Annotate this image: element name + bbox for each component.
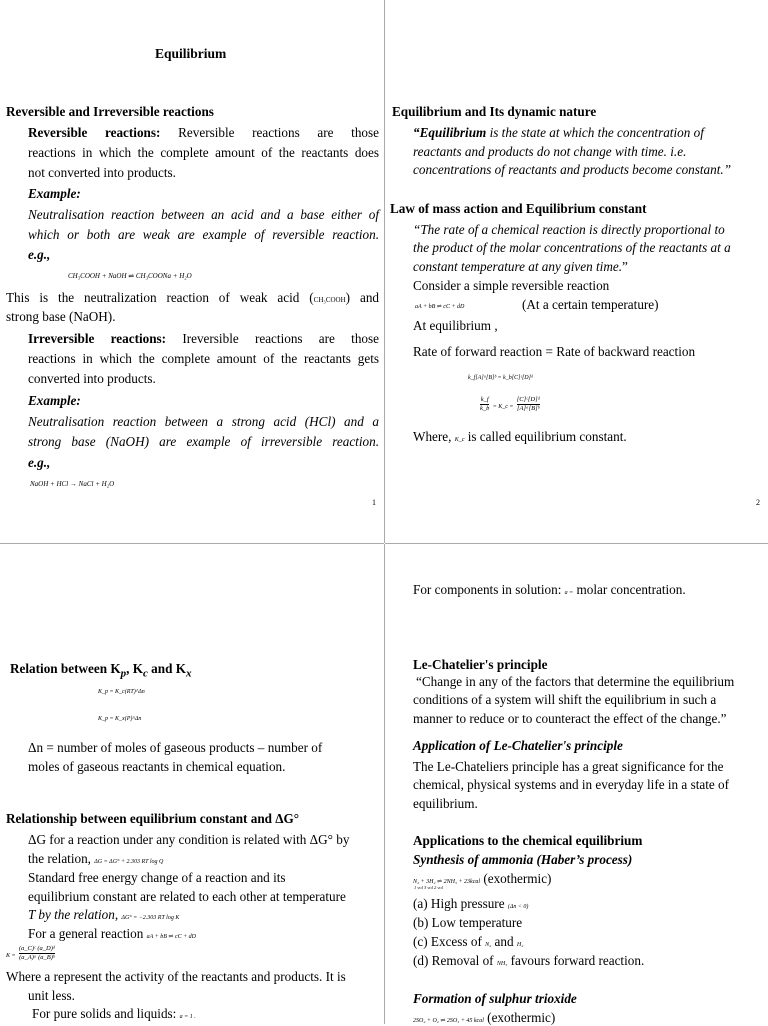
equilibrium-definition-line-2: reactants and products do not change with time. i.e.	[413, 144, 687, 159]
haber-volume-labels: 1 vol 3 vol 2 vol	[414, 885, 443, 890]
eg-label-1: e.g.,	[28, 247, 51, 262]
condition-d-removal-nh3: (d) Removal of NH₃ favours forward reaction.	[413, 953, 645, 968]
rate-constant-equation: k_f[A]ᵃ[B]ᵇ = k_b[C]ᶜ[D]ᵈ	[468, 375, 533, 381]
example-1-line-2: which or both are weak are example of reversible reaction.	[28, 227, 379, 242]
delta-g-text-line-1: ΔG for a reaction under any condition is related with ΔG° by	[28, 832, 350, 847]
section-heading-application: Application of Le-Chatelier's principle	[413, 738, 623, 753]
pure-solids-note: For pure solids and liquids: a = 1 .	[32, 1006, 196, 1021]
irreversible-definition-line-3: converted into products.	[28, 371, 156, 386]
example-label-2: Example:	[28, 393, 81, 408]
le-chatelier-quote-line-2: conditions of a system will shift the equilibrium in such a	[413, 692, 717, 707]
delta-g-text-line-5: T by the relation, ΔG° = −2.303 RT log K	[28, 907, 180, 922]
note-weak-acid-line-1: This is the neutralization reaction of weak acid (CH₃COOH) and	[6, 290, 380, 305]
example-label-1: Example:	[28, 186, 81, 201]
le-chatelier-quote-line-1: “Change in any of the factors that determine the equilibrium	[416, 674, 735, 689]
general-reaction-equation: aA + bB ⇌ cC + dD	[415, 304, 465, 310]
section-heading-le-chatelier: Le-Chatelier's principle	[413, 657, 548, 672]
so3-equation-line: 2SO₂ + O₂ ⇌ 2SO₃ + 45 kcal (exothermic)	[413, 1010, 556, 1025]
mass-action-law-line-3: constant temperature at any given time.”	[413, 259, 628, 274]
irreversible-definition-line-1: Irreversible reactions: Ireversible reactions are those	[28, 331, 379, 346]
application-text-line-3: equilibrium.	[413, 796, 478, 811]
page-divider-horizontal-right	[385, 543, 768, 544]
section-heading-sulphur-trioxide: Formation of sulphur trioxide	[413, 991, 577, 1006]
equation-kp-kc: K_p = K_c(RT)^Δn	[98, 689, 145, 695]
application-text-line-2: chemical, physical systems and in everyday life in a state of	[413, 777, 730, 792]
reversible-definition-line-2: reactions in which the complete amount of the reactants does	[28, 145, 379, 160]
haber-equation-line: N₂ + 3H₂ ⇌ 2NH₃ + 23kcal (exothermic)	[413, 871, 552, 886]
application-text-line-1: The Le-Chateliers principle has a great significance for the	[413, 759, 724, 774]
delta-n-definition-line-1: Δn = number of moles of gaseous products – number of	[28, 740, 323, 755]
delta-g-text-line-2: the relation, ΔG = ΔG° + 2.303 RT log Q	[28, 851, 164, 866]
equation-kp-kx: K_p = K_x(P)^Δn	[98, 716, 142, 722]
section-heading-dynamic-nature: Equilibrium and Its dynamic nature	[392, 104, 597, 119]
reversible-term: Reversible reactions:	[28, 125, 161, 140]
equilibrium-term: “Equilibrium	[413, 125, 487, 140]
le-chatelier-quote-line-3: manner to reduce or to counteract the effect of the change.”	[413, 711, 727, 726]
example-1-line-1: Neutralisation reaction between an acid and a base either of	[28, 207, 379, 222]
condition-c-excess-reactants: (c) Excess of N₂ and H₂	[413, 934, 524, 949]
equilibrium-constant-expression: $\frac{k\_f}{k\_b}$ = K_c = $\frac{\text{[C]ᶜ[D]ᵈ}}{\text{[A]ᵃ[B]ᵇ}}$	[480, 396, 540, 413]
consider-reaction-text: Consider a simple reversible reaction	[413, 278, 610, 293]
page-divider-vertical-bottom	[384, 544, 385, 1024]
section-heading-kp-kc-kx: Relation between $K_p$, $K_c$ and $K_x$	[10, 661, 192, 680]
note-weak-acid-line-2: strong base (NaOH).	[6, 309, 116, 324]
section-heading-haber-process: Synthesis of ammonia (Haber’s process)	[413, 852, 633, 867]
reversible-definition-line-1: Reversible reactions: Reversible reactions are those	[28, 125, 380, 140]
mass-action-law-line-1: “The rate of a chemical reaction is directly proportional to	[413, 222, 725, 237]
section-heading-delta-g: Relationship between equilibrium constant and ΔG°	[6, 811, 300, 826]
example-2-line-2: strong base (NaOH) are example of irreversible reaction.	[28, 434, 379, 449]
activity-expression: K = $\frac{\text{(a\_C)ᶜ (a\_D)ᵈ}}{\text{(a\_A)ᵃ (a\_B)ᵇ}}$	[6, 945, 55, 962]
equation-delta-g-k: ΔG° = −2.303 RT log K	[121, 915, 180, 921]
equation-delta-g-q: ΔG = ΔG° + 2.303 RT log Q	[94, 859, 164, 865]
equilibrium-definition-line-1: “Equilibrium is the state at which the concentration of	[413, 125, 704, 140]
irreversible-definition-line-2: reactions in which the complete amount of the reactants gets	[28, 351, 379, 366]
page-title: Equilibrium	[155, 46, 227, 61]
haber-equation: N₂ + 3H₂ ⇌ 2NH₃ + 23kcal	[413, 879, 481, 885]
general-reaction-text: For a general reaction aA + bB ⇌ cC + dD	[28, 926, 196, 941]
so3-equation: 2SO₂ + O₂ ⇌ 2SO₃ + 45 kcal	[413, 1018, 484, 1024]
mass-action-law-line-2: the product of the molar concentrations of the reactants at a	[413, 240, 731, 255]
irreversible-term: Irreversible reactions:	[28, 331, 167, 346]
delta-g-text-line-3: Standard free energy change of a reaction and its	[28, 870, 286, 885]
example-2-line-1: Neutralisation reaction between a strong acid (HCl) and a	[28, 414, 379, 429]
eg-label-2: e.g.,	[28, 455, 51, 470]
delta-n-definition-line-2: moles of gaseous reactants in chemical equation.	[28, 759, 286, 774]
rate-equality-text: Rate of forward reaction = Rate of backward reaction	[413, 344, 696, 359]
page-number-2: 2	[756, 498, 760, 507]
page-divider-horizontal-left	[0, 543, 384, 544]
temperature-note: (At a certain temperature)	[522, 297, 659, 312]
condition-b-low-temperature: (b) Low temperature	[413, 915, 523, 930]
delta-g-text-line-4: equilibrium constant are related to each other at temperature	[28, 889, 346, 904]
activity-note-line-1: Where a represent the activity of the reactants and products. It is	[6, 969, 346, 984]
section-heading-reversible-irreversible: Reversible and Irreversible reactions	[6, 104, 214, 119]
condition-a-high-pressure: (a) High pressure (Δn < 0)	[413, 896, 529, 911]
page-number-1: 1	[372, 498, 376, 507]
page-divider-vertical-top	[384, 0, 385, 543]
at-equilibrium-text: At equilibrium ,	[413, 318, 498, 333]
activity-note-line-2: unit less.	[28, 988, 75, 1003]
equation-naoh-hcl: NaOH + HCl → NaCl + H₂O	[30, 480, 115, 488]
solution-components-note: For components in solution: a = molar concentration.	[413, 582, 686, 597]
equilibrium-definition-line-3: concentrations of reactants and products become constant.”	[413, 162, 732, 177]
reversible-definition-line-3: not converted into products.	[28, 165, 176, 180]
section-heading-chemical-equilibrium: Applications to the chemical equilibrium	[413, 833, 643, 848]
section-heading-mass-action: Law of mass action and Equilibrium constant	[390, 201, 647, 216]
equilibrium-constant-note: Where, K_c is called equilibrium constant.	[413, 429, 627, 444]
equation-acetic-acid-naoh: CH₃COOH + NaOH ⇌ CH₃COONa + H₂O	[68, 272, 192, 280]
general-reaction-equation-2: aA + bB ⇌ cC + dD	[146, 934, 196, 940]
